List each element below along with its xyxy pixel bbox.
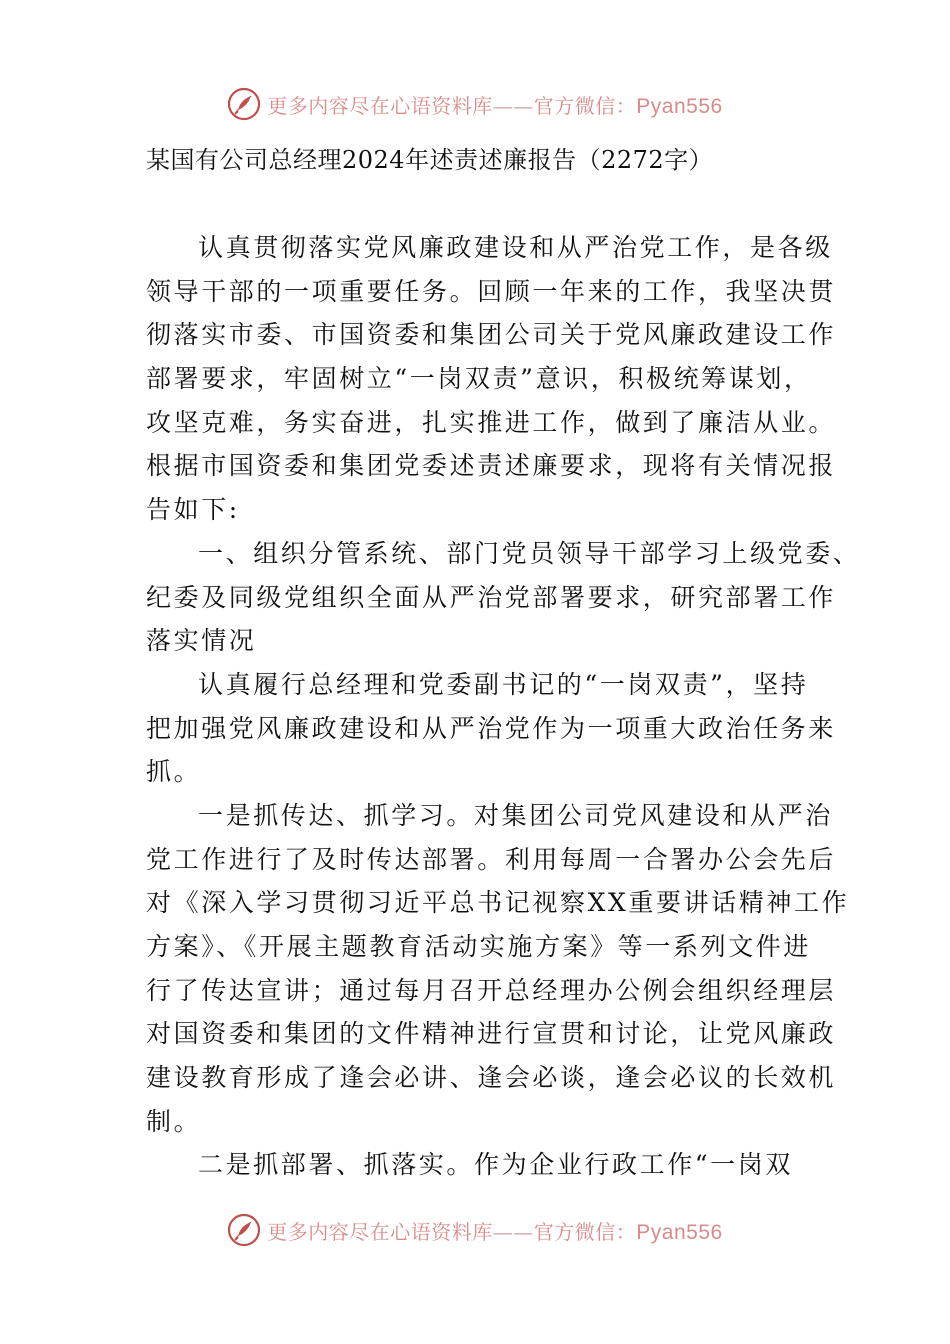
document-body — [146, 226, 861, 1187]
document-title: 某国有公司总经理2024年述责述廉报告（2272字） — [146, 146, 714, 174]
text-line: 对《深入学习贯彻习近平总书记视察XX重要讲话精神工作 — [146, 888, 850, 918]
text-line: 二是抓部署、抓落实。作为企业行政工作“一岗双 — [198, 1150, 793, 1180]
watermark-text: 更多内容尽在心语资料库——官方微信：Pyan556 — [267, 1219, 723, 1244]
quill-logo-icon — [227, 1213, 261, 1247]
text-line: 制。 — [146, 1106, 202, 1136]
text-line: 认真履行总经理和党委副书记的“一岗双责”，坚持 — [198, 669, 809, 699]
text-line: 一是抓传达、抓学习。对集团公司党风建设和从严治 — [198, 800, 833, 830]
text-line: 领导干部的一项重要任务。回顾一年来的工作，我坚决贯 — [146, 276, 837, 306]
text-line: 党工作进行了及时传达部署。利用每周一合署办公会先后 — [146, 844, 837, 874]
section-heading-line: 一、组织分管系统、部门党员领导干部学习上级党委、 — [198, 538, 861, 568]
text-line: 方案》、《开展主题教育活动实施方案》等一系列文件进 — [146, 932, 812, 961]
footer-watermark-banner — [0, 1210, 950, 1250]
text-line: 部署要求，牢固树立“一岗双责”意识，积极统筹谋划， — [146, 364, 812, 394]
watermark-text: 更多内容尽在心语资料库——官方微信：Pyan556 — [267, 93, 723, 118]
header-watermark-banner — [0, 84, 950, 124]
section-heading-line: 落实情况 — [146, 626, 257, 656]
text-line: 抓。 — [146, 757, 202, 787]
text-line: 根据市国资委和集团党委述责述廉要求，现将有关情况报 — [146, 451, 837, 481]
text-line: 行了传达宣讲；通过每月召开总经理办公例会组织经理层 — [146, 975, 837, 1005]
text-line: 认真贯彻落实党风廉政建设和从严治党工作，是各级 — [198, 233, 833, 262]
text-line: 攻坚克难，务实奋进，扎实推进工作，做到了廉洁从业。 — [146, 407, 837, 437]
quill-logo-icon — [227, 87, 261, 121]
text-line: 告如下: — [146, 495, 240, 525]
text-line: 把加强党风廉政建设和从严治党作为一项重大政治任务来 — [146, 713, 837, 743]
text-line: 对国资委和集团的文件精神进行宣贯和讨论，让党风廉政 — [146, 1019, 837, 1049]
section-heading-line: 纪委及同级党组织全面从严治党部署要求，研究部署工作 — [146, 582, 837, 612]
text-line: 彻落实市委、市国资委和集团公司关于党风廉政建设工作 — [146, 320, 837, 350]
text-line: 建设教育形成了逢会必讲、逢会必谈，逢会必议的长效机 — [146, 1063, 837, 1093]
